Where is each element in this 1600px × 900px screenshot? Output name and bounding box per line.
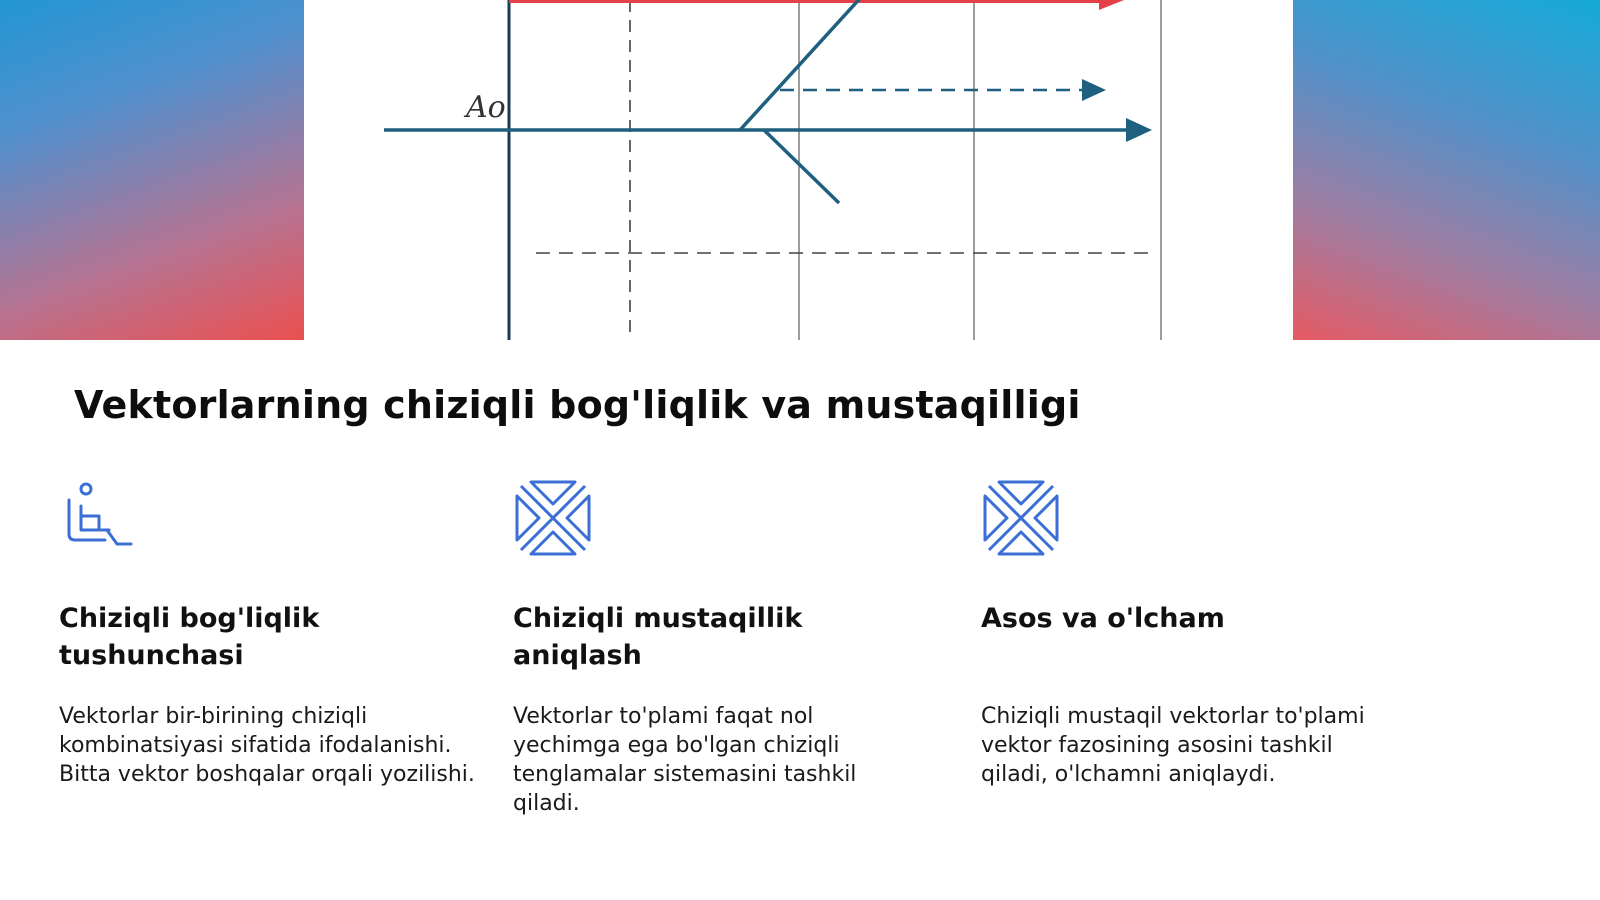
card-text: Chiziqli mustaqil vektorlar to'plami vektor fazosining asosini tashkil qiladi, o'lchamni aniqlaydi. — [981, 704, 1365, 787]
arrows-converge-icon — [513, 478, 593, 558]
card-heading: Chiziqli bog'liqlik tushunchasi — [59, 603, 320, 671]
vector-diagram — [304, 0, 1293, 340]
axis-label: Ao — [466, 90, 506, 125]
red-arrowhead — [1099, 0, 1124, 10]
right-gradient-panel — [1293, 0, 1600, 340]
feature-card — [59, 478, 479, 787]
card-text: Vektorlar bir-birining chiziqli kombinatsiyasi sifatida ifodalanishi. Bitta vektor boshqalar orqali yozilishi. — [59, 704, 475, 787]
diagonal-vector-down — [764, 130, 839, 203]
diagonal-vector-up — [740, 0, 864, 130]
left-gradient-panel — [0, 0, 304, 340]
card-heading: Asos va o'lcham — [981, 603, 1225, 634]
page-title: Vektorlarning chiziqli bog'liqlik va mustaqilligi — [74, 383, 1081, 427]
feature-card — [981, 478, 1401, 787]
dashed-arrowhead — [1082, 79, 1106, 101]
axis-arrowhead — [1126, 118, 1152, 142]
wheelchair-icon — [59, 478, 139, 558]
hero-banner — [0, 0, 1600, 340]
card-heading: Chiziqli mustaqillik aniqlash — [513, 603, 803, 671]
card-text: Vektorlar to'plami faqat nol yechimga ega bo'lgan chiziqli tenglamalar sistemasini tashkil qiladi. — [513, 704, 857, 816]
feature-card — [513, 478, 913, 816]
vector-diagram-image — [304, 0, 1293, 340]
arrows-converge-icon — [981, 478, 1061, 558]
